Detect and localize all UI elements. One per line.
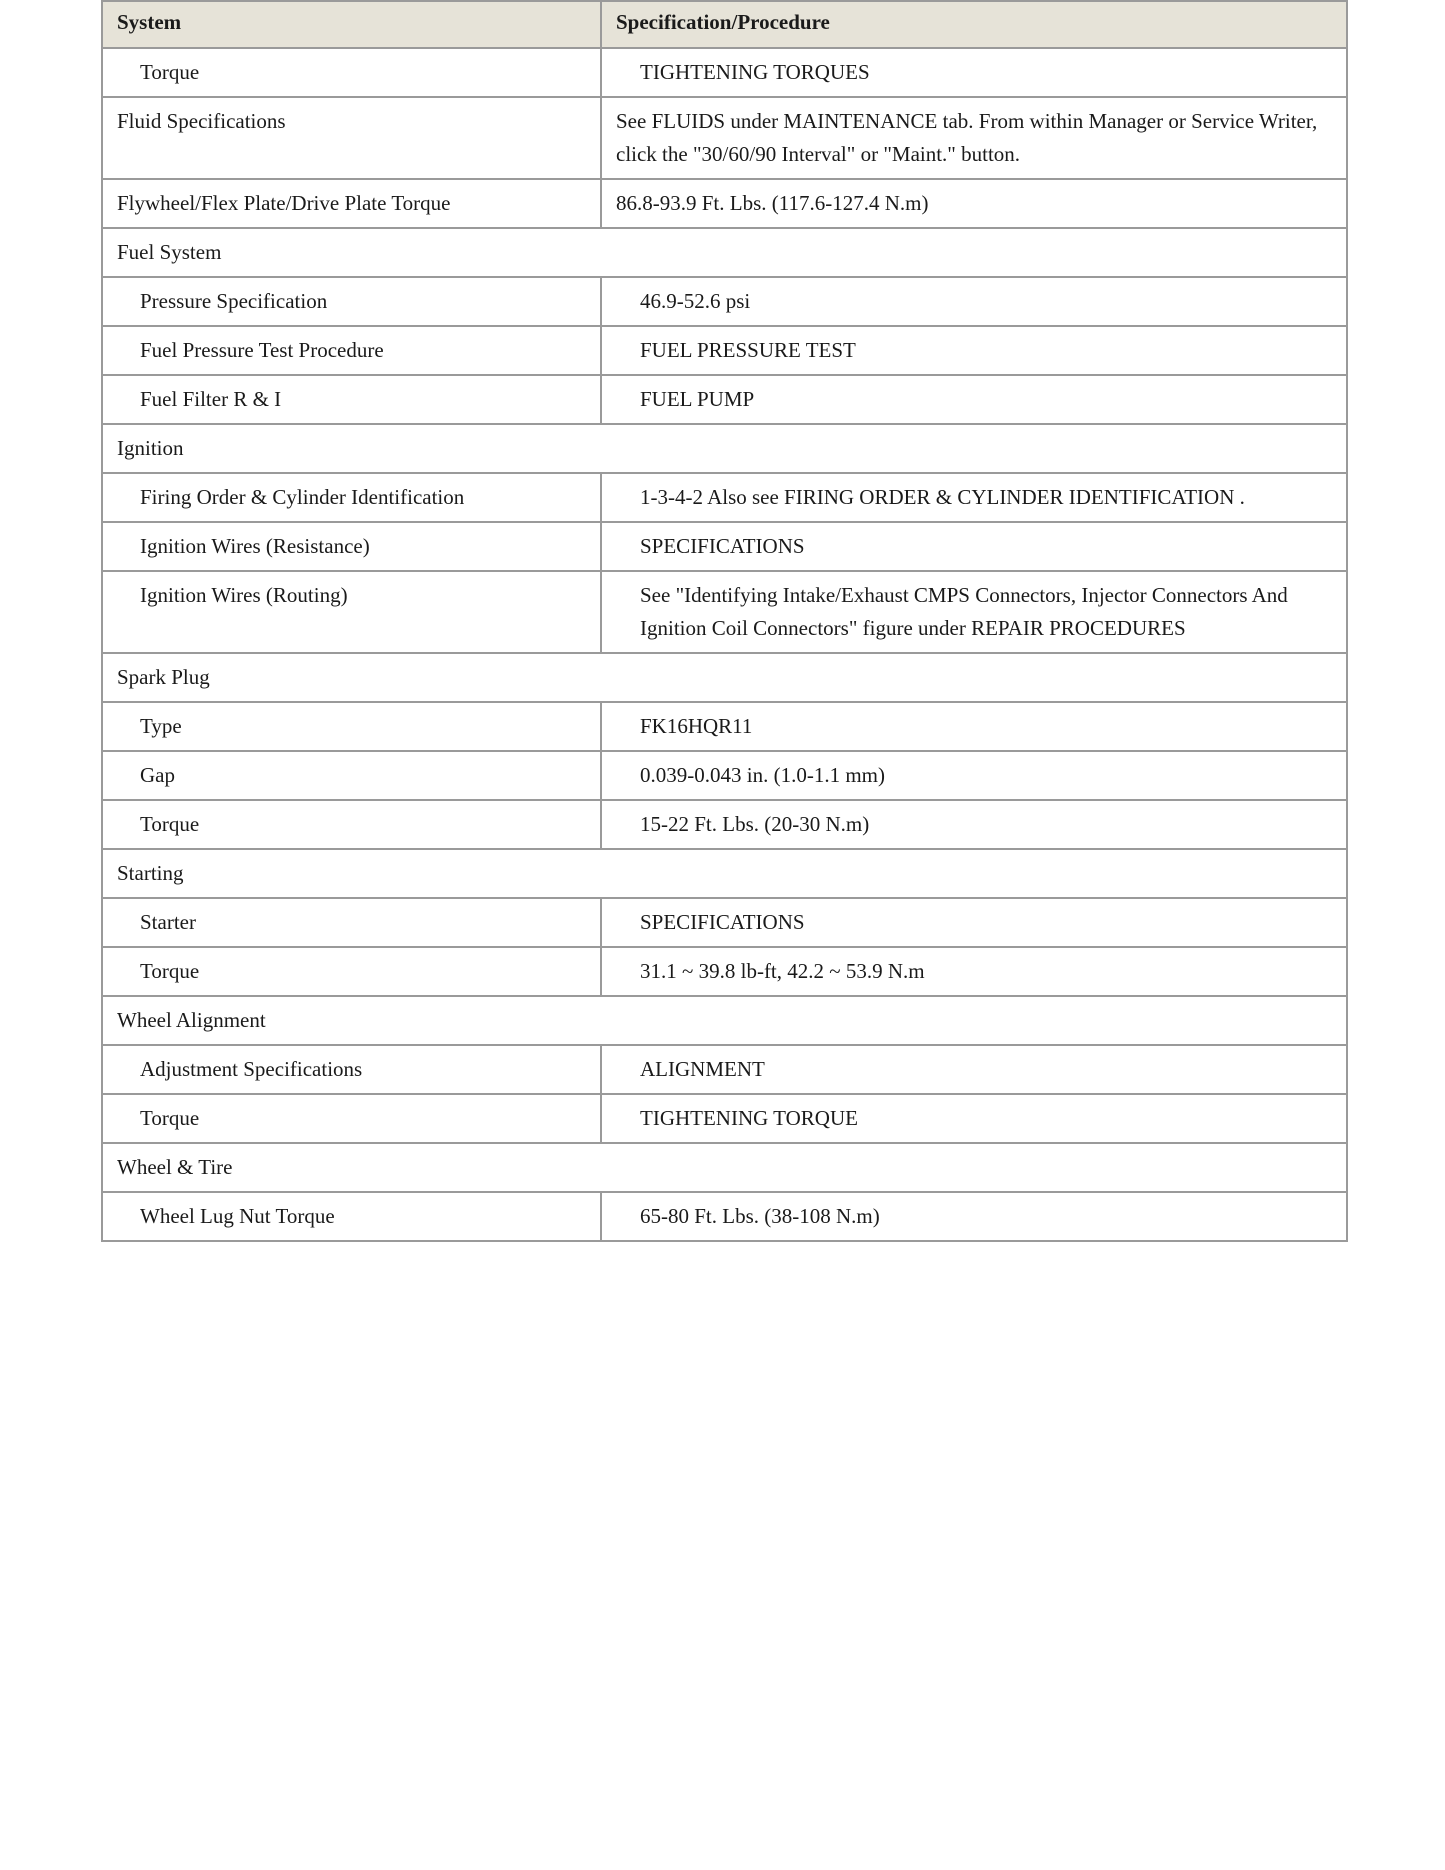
system-cell: Type (102, 702, 601, 751)
specification-cell: TIGHTENING TORQUES (601, 48, 1347, 97)
table-row (102, 97, 1347, 179)
specification-cell: See FLUIDS under MAINTENANCE tab. From within Manager or Service Writer, click the "30/60/90 Interval" or "Maint." button. (601, 97, 1347, 179)
table-row (102, 1192, 1347, 1241)
system-cell: Torque (102, 800, 601, 849)
table-row (102, 1045, 1347, 1094)
system-cell: Torque (102, 947, 601, 996)
table-row (102, 48, 1347, 97)
column-header-system: System (102, 1, 601, 48)
system-cell: Fluid Specifications (102, 97, 601, 179)
system-cell: Wheel Lug Nut Torque (102, 1192, 601, 1241)
specification-cell: FUEL PUMP (601, 375, 1347, 424)
table-row (102, 898, 1347, 947)
table-row (102, 751, 1347, 800)
table-body (102, 48, 1347, 1241)
table-header (102, 1, 1347, 48)
specification-cell: 31.1 ~ 39.8 lb-ft, 42.2 ~ 53.9 N.m (601, 947, 1347, 996)
section-row (102, 653, 1347, 702)
table-row (102, 375, 1347, 424)
system-cell: Flywheel/Flex Plate/Drive Plate Torque (102, 179, 601, 228)
section-title: Wheel & Tire (102, 1143, 1347, 1192)
system-cell: Adjustment Specifications (102, 1045, 601, 1094)
specification-cell: 15-22 Ft. Lbs. (20-30 N.m) (601, 800, 1347, 849)
system-cell: Torque (102, 1094, 601, 1143)
system-cell: Fuel Pressure Test Procedure (102, 326, 601, 375)
section-row (102, 228, 1347, 277)
system-cell: Fuel Filter R & I (102, 375, 601, 424)
section-title: Ignition (102, 424, 1347, 473)
system-cell: Firing Order & Cylinder Identification (102, 473, 601, 522)
specification-cell: 46.9-52.6 psi (601, 277, 1347, 326)
section-title: Fuel System (102, 228, 1347, 277)
system-cell: Pressure Specification (102, 277, 601, 326)
table-row (102, 277, 1347, 326)
specification-cell: 86.8-93.9 Ft. Lbs. (117.6-127.4 N.m) (601, 179, 1347, 228)
specification-cell: FK16HQR11 (601, 702, 1347, 751)
table-row (102, 522, 1347, 571)
specification-cell: 1-3-4-2 Also see FIRING ORDER & CYLINDER IDENTIFICATION . (601, 473, 1347, 522)
system-cell: Gap (102, 751, 601, 800)
section-row (102, 424, 1347, 473)
section-title: Spark Plug (102, 653, 1347, 702)
specification-cell: SPECIFICATIONS (601, 522, 1347, 571)
system-cell: Ignition Wires (Routing) (102, 571, 601, 653)
header-row (102, 1, 1347, 48)
section-title: Wheel Alignment (102, 996, 1347, 1045)
table-row (102, 800, 1347, 849)
table-row (102, 702, 1347, 751)
specification-cell: ALIGNMENT (601, 1045, 1347, 1094)
specifications-table (101, 0, 1348, 1242)
system-cell: Torque (102, 48, 601, 97)
table-row (102, 571, 1347, 653)
table-row (102, 1094, 1347, 1143)
table-row (102, 473, 1347, 522)
specification-cell: FUEL PRESSURE TEST (601, 326, 1347, 375)
specification-cell: 0.039-0.043 in. (1.0-1.1 mm) (601, 751, 1347, 800)
section-row (102, 996, 1347, 1045)
specification-cell: SPECIFICATIONS (601, 898, 1347, 947)
system-cell: Starter (102, 898, 601, 947)
table-row (102, 326, 1347, 375)
specification-cell: 65-80 Ft. Lbs. (38-108 N.m) (601, 1192, 1347, 1241)
column-header-specification: Specification/Procedure (601, 1, 1347, 48)
section-title: Starting (102, 849, 1347, 898)
table-row (102, 947, 1347, 996)
system-cell: Ignition Wires (Resistance) (102, 522, 601, 571)
section-row (102, 849, 1347, 898)
specification-cell: TIGHTENING TORQUE (601, 1094, 1347, 1143)
section-row (102, 1143, 1347, 1192)
specification-cell: See "Identifying Intake/Exhaust CMPS Connectors, Injector Connectors And Ignition Coil Connectors" figure under REPAIR PROCEDURES (601, 571, 1347, 653)
table-row (102, 179, 1347, 228)
